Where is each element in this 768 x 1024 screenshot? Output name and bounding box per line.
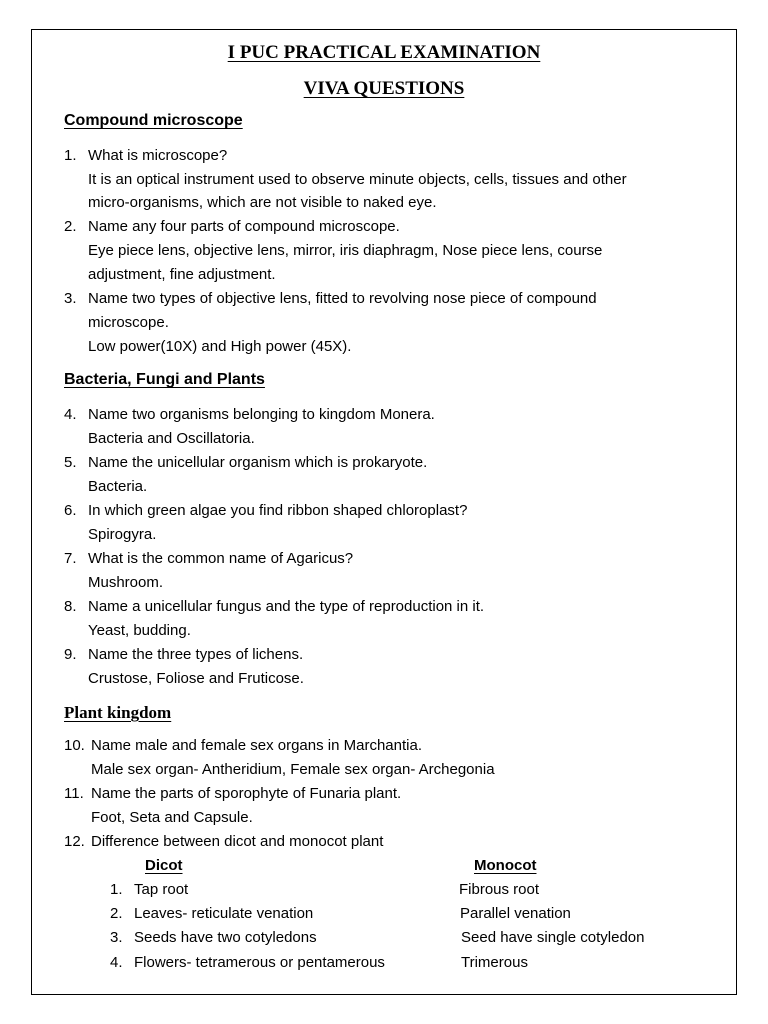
comparison-row-number: 3. bbox=[110, 929, 123, 946]
question-text: Name two organisms belonging to kingdom Monera. bbox=[88, 406, 435, 423]
question-number: 9. bbox=[64, 646, 77, 663]
answer-text: Crustose, Foliose and Fruticose. bbox=[88, 670, 304, 687]
answer-text: It is an optical instrument used to observe minute objects, cells, tissues and other bbox=[88, 171, 627, 188]
answer-text: Bacteria. bbox=[88, 478, 148, 495]
monocot-cell: Trimerous bbox=[461, 954, 528, 971]
question-number: 2. bbox=[64, 218, 77, 235]
answer-text: Foot, Seta and Capsule. bbox=[91, 809, 253, 826]
section-heading-plant-kingdom: Plant kingdom bbox=[64, 703, 172, 722]
monocot-cell: Seed have single cotyledon bbox=[461, 929, 645, 946]
question-number: 6. bbox=[64, 502, 77, 519]
section-heading-bacteria: Bacteria, Fungi and Plants bbox=[64, 371, 265, 388]
question-text: Name the parts of sporophyte of Funaria plant. bbox=[91, 785, 402, 802]
answer-text: Spirogyra. bbox=[88, 526, 157, 543]
monocot-cell: Fibrous root bbox=[459, 881, 540, 898]
question-number: 8. bbox=[64, 598, 77, 615]
answer-text: Eye piece lens, objective lens, mirror, iris diaphragm, Nose piece lens, course bbox=[88, 242, 603, 259]
question-number: 5. bbox=[64, 454, 77, 471]
question-number: 10. bbox=[64, 737, 85, 754]
dicot-header: Dicot bbox=[145, 857, 183, 874]
question-text: Name the three types of lichens. bbox=[88, 646, 304, 663]
question-text: In which green algae you find ribbon shaped chloroplast? bbox=[88, 502, 468, 519]
answer-text: adjustment, fine adjustment. bbox=[88, 266, 276, 283]
question-number: 7. bbox=[64, 550, 77, 567]
monocot-cell: Parallel venation bbox=[460, 905, 571, 922]
question-text: Name a unicellular fungus and the type of reproduction in it. bbox=[88, 598, 485, 615]
question-number: 3. bbox=[64, 290, 77, 307]
comparison-row-number: 4. bbox=[110, 954, 123, 971]
dicot-cell: Seeds have two cotyledons bbox=[134, 929, 317, 946]
dicot-cell: Leaves- reticulate venation bbox=[134, 905, 314, 922]
question-number: 1. bbox=[64, 147, 77, 164]
comparison-row-number: 1. bbox=[110, 881, 123, 898]
question-text: Name the unicellular organism which is prokaryote. bbox=[88, 454, 428, 471]
question-text: What is the common name of Agaricus? bbox=[88, 550, 354, 567]
page-subtitle: VIVA QUESTIONS bbox=[303, 78, 465, 99]
question-text: What is microscope? bbox=[88, 147, 228, 164]
dicot-cell: Flowers- tetramerous or pentamerous bbox=[134, 954, 385, 971]
question-text: Difference between dicot and monocot plant bbox=[91, 833, 384, 850]
answer-text: Bacteria and Oscillatoria. bbox=[88, 430, 255, 447]
answer-text: Male sex organ- Antheridium, Female sex organ- Archegonia bbox=[91, 761, 495, 778]
answer-text: Low power(10X) and High power (45X). bbox=[88, 338, 352, 355]
comparison-row-number: 2. bbox=[110, 905, 123, 922]
question-text: Name two types of objective lens, fitted to revolving nose piece of compound bbox=[88, 290, 597, 307]
question-text: Name any four parts of compound microscope. bbox=[88, 218, 400, 235]
answer-text: Yeast, budding. bbox=[88, 622, 191, 639]
page-title: I PUC PRACTICAL EXAMINATION bbox=[227, 42, 541, 63]
answer-text: micro-organisms, which are not visible to naked eye. bbox=[88, 194, 437, 211]
answer-text: Mushroom. bbox=[88, 574, 164, 591]
dicot-cell: Tap root bbox=[134, 881, 189, 898]
section-heading-microscope: Compound microscope bbox=[64, 112, 243, 129]
question-number: 4. bbox=[64, 406, 77, 423]
question-number: 12. bbox=[64, 833, 85, 850]
question-text: microscope. bbox=[88, 314, 169, 331]
question-text: Name male and female sex organs in Marchantia. bbox=[91, 737, 422, 754]
question-number: 11. bbox=[64, 785, 84, 802]
monocot-header: Monocot bbox=[474, 857, 537, 874]
